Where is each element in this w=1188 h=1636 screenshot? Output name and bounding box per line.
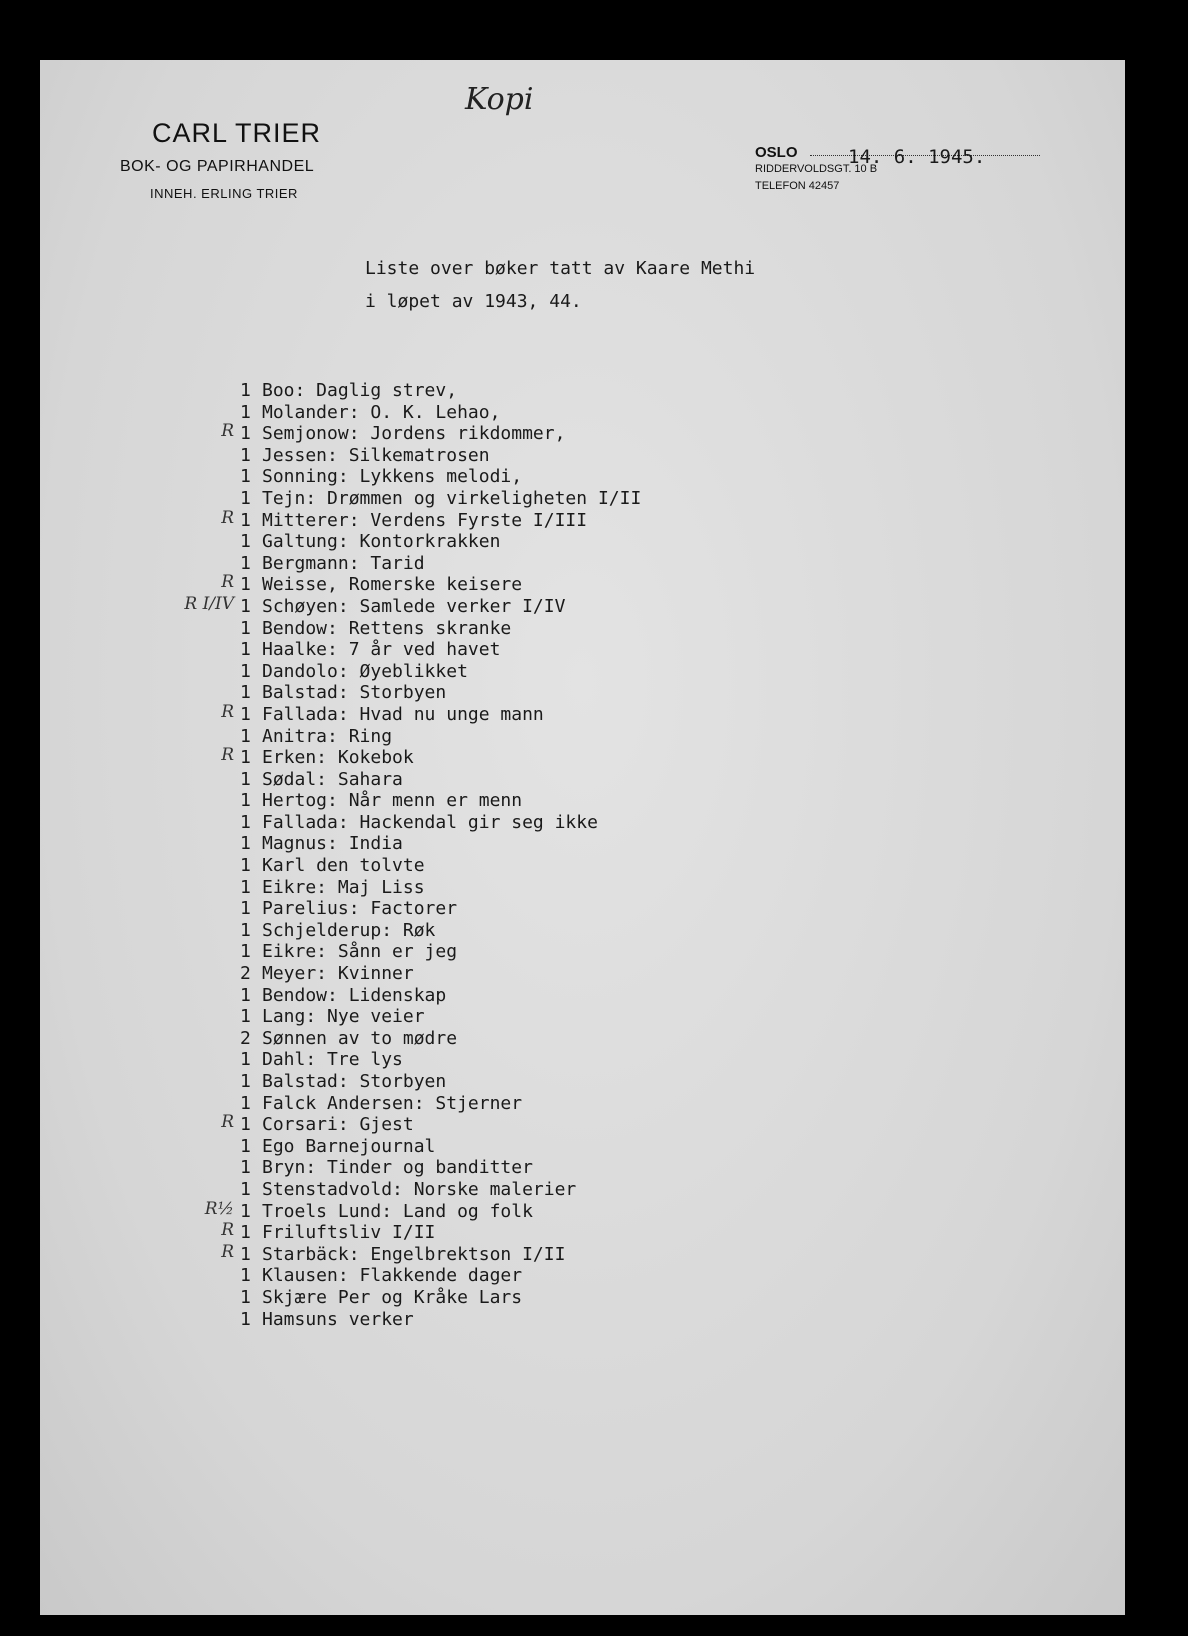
book-quantity: 1 (240, 1286, 251, 1308)
document-page (40, 60, 1125, 1615)
book-title: Dahl: Tre lys (262, 1049, 403, 1071)
book-title: Stenstadvold: Norske malerier (262, 1178, 577, 1200)
book-list-item (221, 745, 940, 769)
book-quantity: 1 (240, 984, 251, 1006)
book-quantity: 1 (240, 1200, 251, 1222)
book-quantity: 1 (240, 703, 251, 725)
book-title: Semjonow: Jordens rikdommer, (262, 423, 566, 445)
handwritten-return-mark: R (221, 701, 234, 722)
handwritten-return-mark: R I/IV (184, 593, 234, 614)
handwritten-kopi-note: Kopi (465, 82, 534, 117)
book-list-item (221, 1112, 940, 1136)
book-quantity: 1 (240, 747, 251, 769)
book-title: Anitra: Ring (262, 725, 393, 747)
book-list-item (221, 421, 940, 445)
book-list-item (221, 1241, 940, 1266)
book-list-item (240, 531, 940, 553)
book-title: Weisse, Romerske keisere (262, 574, 523, 596)
book-quantity: 1 (240, 833, 251, 855)
book-quantity: 2 (240, 963, 251, 985)
handwritten-return-mark: R (221, 745, 234, 766)
book-list-item (240, 1179, 940, 1201)
book-list-item (240, 402, 940, 424)
book-title: Starbäck: Engelbrektson I/II (262, 1243, 566, 1265)
book-list-item (240, 726, 940, 748)
book-list-item (240, 380, 940, 402)
book-quantity: 1 (240, 1222, 251, 1244)
book-title: Dandolo: Øyeblikket (262, 660, 468, 682)
book-quantity: 1 (240, 811, 251, 833)
book-quantity: 1 (240, 1308, 251, 1330)
book-title: Boo: Daglig strev, (262, 380, 458, 401)
book-list-item (240, 488, 940, 510)
book-list-item (240, 769, 940, 791)
book-title: Friluftsliv I/II (262, 1222, 436, 1244)
book-title: Karl den tolvte (262, 855, 425, 877)
book-quantity: 1 (240, 595, 251, 617)
book-title: Sønnen av to mødre (262, 1027, 458, 1049)
book-quantity: 1 (240, 1114, 251, 1136)
letterhead-owner: INNEH. ERLING TRIER (150, 186, 298, 201)
book-title: Corsari: Gjest (262, 1114, 414, 1136)
book-list-item (240, 1071, 940, 1093)
book-title: Parelius: Factorer (262, 898, 458, 920)
book-quantity: 1 (240, 919, 251, 941)
book-quantity: 1 (240, 574, 251, 596)
book-list-item (240, 985, 940, 1007)
book-quantity: 1 (240, 941, 251, 963)
handwritten-return-mark: R (221, 1241, 234, 1262)
book-quantity: 1 (240, 380, 251, 401)
book-list-item (240, 618, 940, 640)
book-title: Ego Barnejournal (262, 1135, 436, 1157)
book-list-item (240, 812, 940, 834)
letterhead-city: OSLO (755, 144, 798, 161)
book-list-item (184, 593, 940, 618)
book-title: Fallada: Hackendal gir seg ikke (262, 811, 598, 833)
book-title: Balstad: Storbyen (262, 1071, 447, 1092)
book-list-item (221, 1220, 940, 1244)
book-list-item (240, 661, 940, 683)
book-title: Erken: Kokebok (262, 747, 414, 769)
book-quantity: 1 (240, 617, 251, 639)
book-list-item (240, 855, 940, 877)
book-quantity: 2 (240, 1027, 251, 1049)
book-title: Bergmann: Tarid (262, 552, 425, 574)
book-title: Jessen: Silkematrosen (262, 444, 490, 466)
book-quantity: 1 (240, 876, 251, 898)
book-list-item (240, 445, 940, 467)
letterhead-company-name: CARL TRIER (152, 118, 322, 148)
book-quantity: 1 (240, 790, 251, 812)
book-title: Eikre: Maj Liss (262, 876, 425, 898)
book-quantity: 1 (240, 639, 251, 661)
book-title: Schjelderup: Røk (262, 919, 436, 941)
book-list-item (221, 507, 940, 532)
letterhead-phone: TELEFON 42457 (755, 180, 840, 192)
book-list-item (240, 466, 940, 488)
book-quantity: 1 (240, 509, 251, 531)
book-title: Hertog: Når menn er menn (262, 790, 523, 812)
book-title: Sonning: Lykkens melodi, (262, 466, 523, 488)
book-list-item (240, 682, 940, 704)
book-quantity: 1 (240, 444, 251, 466)
handwritten-return-mark: R (221, 572, 234, 593)
handwritten-return-mark: R (221, 1220, 234, 1241)
book-quantity: 1 (240, 660, 251, 682)
book-quantity: 1 (240, 855, 251, 877)
book-title: Molander: O. K. Lehao, (262, 401, 501, 423)
book-list-item (240, 1006, 940, 1028)
letterhead-street: RIDDERVOLDSGT. 10 B (755, 163, 878, 175)
handwritten-return-mark: R (221, 507, 234, 528)
book-list-item (240, 639, 940, 661)
book-title: Skjære Per og Kråke Lars (262, 1286, 523, 1308)
book-quantity: 1 (240, 531, 251, 553)
book-quantity: 1 (240, 487, 251, 509)
book-quantity: 1 (240, 898, 251, 920)
book-list-item (240, 963, 940, 985)
book-list-item (240, 1049, 940, 1071)
book-list-item (240, 920, 940, 942)
book-title: Haalke: 7 år ved havet (262, 639, 501, 661)
book-list-item (240, 1028, 940, 1050)
book-list-item (240, 1093, 940, 1115)
book-quantity: 1 (240, 768, 251, 790)
book-list (184, 380, 940, 1330)
book-list-item (240, 1309, 940, 1331)
book-title: Balstad: Storbyen (262, 682, 447, 704)
book-title: Galtung: Kontorkrakken (262, 531, 501, 553)
book-quantity: 1 (240, 1135, 251, 1157)
book-title: Meyer: Kvinner (262, 963, 414, 985)
book-quantity: 1 (240, 1178, 251, 1200)
book-quantity: 1 (240, 401, 251, 423)
handwritten-return-mark: R½ (204, 1198, 234, 1219)
book-title: Eikre: Sånn er jeg (262, 941, 458, 963)
book-list-item (221, 701, 940, 726)
book-title: Magnus: India (262, 833, 403, 855)
book-quantity: 1 (240, 423, 251, 445)
book-quantity: 1 (240, 1006, 251, 1028)
book-title: Lang: Nye veier (262, 1006, 425, 1028)
book-list-item (240, 1136, 940, 1158)
book-list-item (240, 790, 940, 812)
book-quantity: 1 (240, 466, 251, 488)
book-list-item (221, 572, 940, 596)
book-list-item (240, 877, 940, 899)
book-title: Sødal: Sahara (262, 768, 403, 790)
book-title: Bryn: Tinder og banditter (262, 1157, 533, 1179)
book-title: Falck Andersen: Stjerner (262, 1092, 523, 1114)
book-quantity: 1 (240, 552, 251, 574)
book-title: Bendow: Rettens skranke (262, 617, 512, 639)
book-title: Hamsuns verker (262, 1308, 414, 1330)
book-title: Fallada: Hvad nu unge mann (262, 703, 544, 725)
book-list-item (240, 898, 940, 920)
book-quantity: 1 (240, 725, 251, 747)
book-list-item (240, 1265, 940, 1287)
book-quantity: 1 (240, 1157, 251, 1179)
book-list-item (240, 833, 940, 855)
handwritten-return-mark: R (221, 1112, 234, 1133)
book-list-item (240, 1157, 940, 1179)
book-quantity: 1 (240, 1049, 251, 1071)
letterhead-shop-type: BOK- OG PAPIRHANDEL (120, 158, 315, 175)
book-quantity: 1 (240, 1071, 251, 1092)
book-list-item (240, 553, 940, 575)
book-quantity: 1 (240, 1092, 251, 1114)
handwritten-return-mark: R (221, 421, 234, 442)
book-title: Mitterer: Verdens Fyrste I/III (262, 509, 588, 531)
book-list-item (240, 941, 940, 963)
book-quantity: 1 (240, 682, 251, 704)
document-date: 14. 6. 1945. (848, 146, 986, 168)
book-quantity: 1 (240, 1243, 251, 1265)
book-title: Bendow: Lidenskap (262, 984, 447, 1006)
book-title: Tejn: Drømmen og virkeligheten I/II (262, 487, 642, 509)
book-quantity: 1 (240, 1265, 251, 1287)
list-heading-line-2: i løpet av 1943, 44. (365, 291, 582, 312)
book-list-item (204, 1198, 940, 1223)
book-title: Klausen: Flakkende dager (262, 1265, 523, 1287)
book-list-item (240, 1287, 940, 1309)
book-title: Troels Lund: Land og folk (262, 1200, 533, 1222)
list-heading-line-1: Liste over bøker tatt av Kaare Methi (365, 258, 756, 279)
book-title: Schøyen: Samlede verker I/IV (262, 595, 566, 617)
